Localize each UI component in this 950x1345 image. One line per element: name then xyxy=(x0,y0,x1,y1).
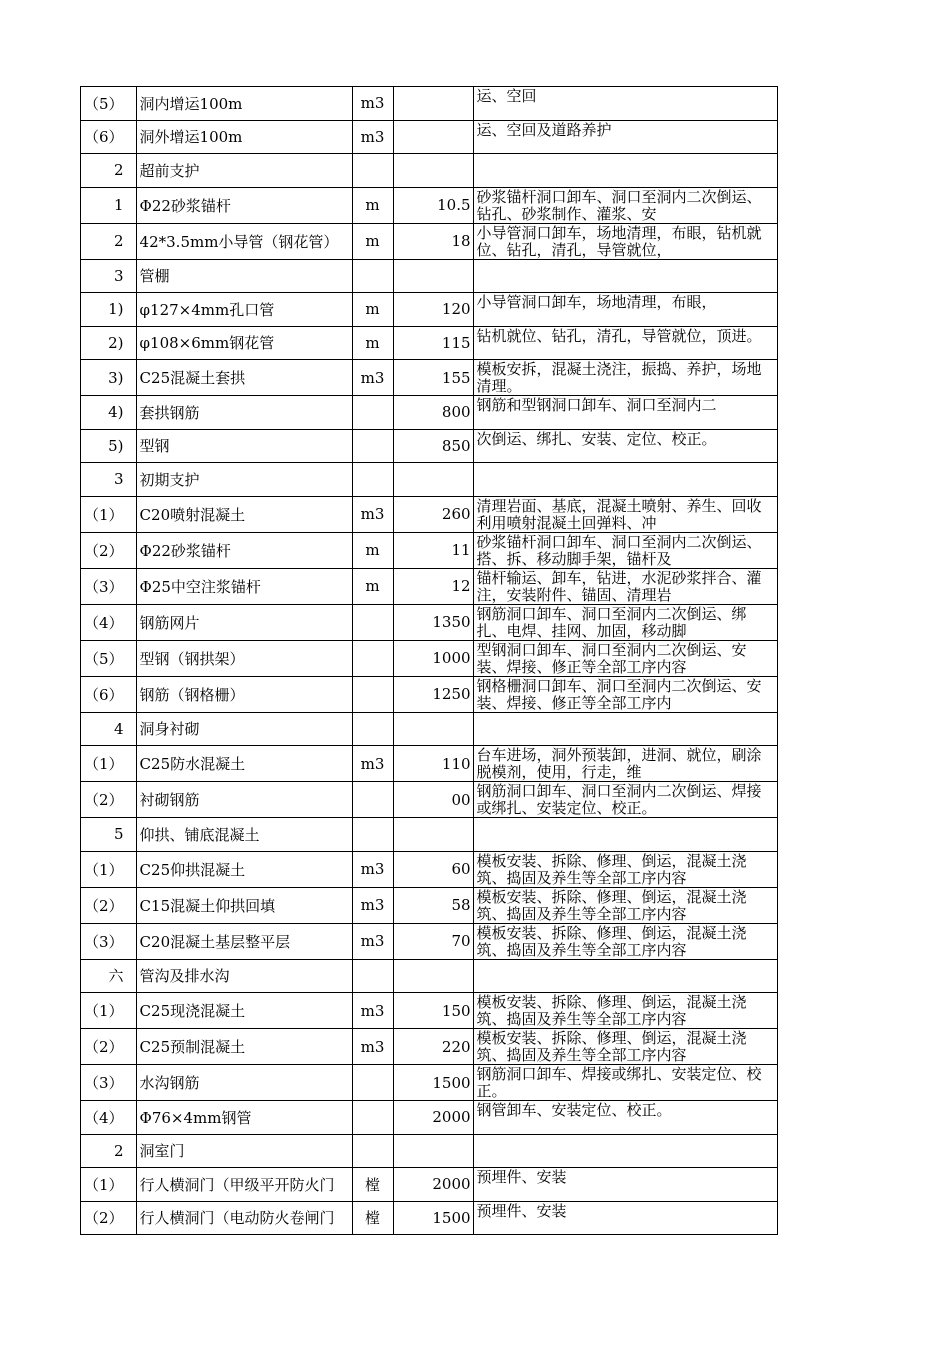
cell-name: Φ22砂浆锚杆 xyxy=(136,187,352,223)
cell-qty: 11 xyxy=(393,532,473,568)
cell-desc: 台车进场，洞外预装卸，进洞、就位，刷涂脱模剂，使用，行走，维 xyxy=(473,746,777,782)
cell-desc: 模板安装、拆除、修理、倒运，混凝土浇筑、捣固及养生等全部工序内容 xyxy=(473,887,777,923)
table-row xyxy=(81,923,778,959)
cell-desc: 模板安装、拆除、修理、倒运，混凝土浇筑、捣固及养生等全部工序内容 xyxy=(473,1029,777,1065)
cell-name: 洞室门 xyxy=(136,1134,352,1168)
cell-name: C20混凝土基层整平层 xyxy=(136,923,352,959)
table-row xyxy=(81,259,778,293)
cell-unit: m xyxy=(352,326,393,360)
table-row xyxy=(81,712,778,746)
cell-no: （1） xyxy=(81,851,137,887)
cell-unit: m3 xyxy=(352,87,393,121)
cell-name: 套拱钢筋 xyxy=(136,396,352,430)
cell-qty: 1500 xyxy=(393,1065,473,1101)
cell-unit: 樘 xyxy=(352,1168,393,1202)
cell-qty xyxy=(393,259,473,293)
cell-unit: m xyxy=(352,532,393,568)
table-row xyxy=(81,429,778,463)
table-row xyxy=(81,676,778,712)
cell-qty: 2000 xyxy=(393,1101,473,1135)
table-row xyxy=(81,326,778,360)
cell-unit: m3 xyxy=(352,1029,393,1065)
cell-no: 1 xyxy=(81,187,137,223)
cell-no: 2 xyxy=(81,223,137,259)
cell-unit: m3 xyxy=(352,887,393,923)
cell-name: 42*3.5mm小导管（钢花管） xyxy=(136,223,352,259)
cell-unit xyxy=(352,154,393,188)
cell-qty xyxy=(393,154,473,188)
cell-unit xyxy=(352,259,393,293)
cell-name: Φ25中空注浆锚杆 xyxy=(136,568,352,604)
cell-qty: 10.5 xyxy=(393,187,473,223)
cell-name: 型钢 xyxy=(136,429,352,463)
cell-no: （1） xyxy=(81,746,137,782)
cell-qty: 120 xyxy=(393,293,473,327)
cell-no: （2） xyxy=(81,782,137,818)
cell-qty xyxy=(393,1134,473,1168)
table-row xyxy=(81,223,778,259)
table-row xyxy=(81,887,778,923)
table-row xyxy=(81,818,778,852)
cell-desc xyxy=(473,1134,777,1168)
cell-desc: 预埋件、安装 xyxy=(473,1168,777,1202)
cell-no: （6） xyxy=(81,676,137,712)
table-row xyxy=(81,568,778,604)
cell-name: φ108×6mm钢花管 xyxy=(136,326,352,360)
cell-name: 初期支护 xyxy=(136,463,352,497)
table-row xyxy=(81,782,778,818)
cell-no: （5） xyxy=(81,640,137,676)
cell-no: （2） xyxy=(81,1029,137,1065)
cell-desc: 清理岩面、基底，混凝土喷射、养生、回收利用喷射混凝土回弹料、冲 xyxy=(473,496,777,532)
cell-desc: 钢筋洞口卸车、焊接或绑扎、安装定位、校正。 xyxy=(473,1065,777,1101)
cell-desc: 砂浆锚杆洞口卸车、洞口至洞内二次倒运、钻孔、砂浆制作、灌浆、安 xyxy=(473,187,777,223)
table-row xyxy=(81,604,778,640)
cell-unit xyxy=(352,1134,393,1168)
cell-name: 仰拱、铺底混凝土 xyxy=(136,818,352,852)
cell-qty: 60 xyxy=(393,851,473,887)
cell-no: 2 xyxy=(81,154,137,188)
table-row xyxy=(81,360,778,396)
cell-qty: 155 xyxy=(393,360,473,396)
cell-no: 1) xyxy=(81,293,137,327)
cell-unit: m xyxy=(352,568,393,604)
cell-desc: 型钢洞口卸车、洞口至洞内二次倒运、安装、焊接、修正等全部工序内容 xyxy=(473,640,777,676)
table-row xyxy=(81,993,778,1029)
cell-name: 钢筋网片 xyxy=(136,604,352,640)
table-row xyxy=(81,959,778,993)
table-row xyxy=(81,293,778,327)
cell-name: C25预制混凝土 xyxy=(136,1029,352,1065)
cell-name: 洞内增运100m xyxy=(136,87,352,121)
cell-name: 钢筋（钢格栅） xyxy=(136,676,352,712)
cell-unit xyxy=(352,959,393,993)
cell-desc: 模板安装、拆除、修理、倒运，混凝土浇筑、捣固及养生等全部工序内容 xyxy=(473,993,777,1029)
table-row xyxy=(81,1065,778,1101)
cell-no: 3) xyxy=(81,360,137,396)
cell-unit: 樘 xyxy=(352,1201,393,1235)
quantity-table xyxy=(80,86,778,1235)
cell-desc: 预埋件、安装 xyxy=(473,1201,777,1235)
cell-unit xyxy=(352,396,393,430)
table-row xyxy=(81,1201,778,1235)
cell-desc: 钢筋洞口卸车、洞口至洞内二次倒运、焊接或绑扎、安装定位、校正。 xyxy=(473,782,777,818)
cell-unit xyxy=(352,429,393,463)
cell-qty xyxy=(393,87,473,121)
cell-qty: 2000 xyxy=(393,1168,473,1202)
cell-qty xyxy=(393,120,473,154)
table-row xyxy=(81,463,778,497)
cell-unit: m xyxy=(352,187,393,223)
table-row xyxy=(81,154,778,188)
table-row xyxy=(81,87,778,121)
cell-qty: 18 xyxy=(393,223,473,259)
cell-name: C25仰拱混凝土 xyxy=(136,851,352,887)
cell-no: 2 xyxy=(81,1134,137,1168)
cell-desc: 次倒运、绑扎、安装、定位、校正。 xyxy=(473,429,777,463)
table-row xyxy=(81,1029,778,1065)
cell-no: 3 xyxy=(81,259,137,293)
cell-name: φ127×4mm孔口管 xyxy=(136,293,352,327)
cell-desc: 钢管卸车、安装定位、校正。 xyxy=(473,1101,777,1135)
cell-name: C25混凝土套拱 xyxy=(136,360,352,396)
cell-no: （2） xyxy=(81,532,137,568)
cell-qty: 115 xyxy=(393,326,473,360)
cell-unit xyxy=(352,818,393,852)
cell-unit: m xyxy=(352,223,393,259)
cell-name: C15混凝土仰拱回填 xyxy=(136,887,352,923)
cell-no: （6） xyxy=(81,120,137,154)
cell-name: 水沟钢筋 xyxy=(136,1065,352,1101)
cell-name: 行人横洞门（电动防火卷闸门 xyxy=(136,1201,352,1235)
cell-no: （1） xyxy=(81,993,137,1029)
cell-desc: 模板安拆，混凝土浇注，振捣、养护，场地清理。 xyxy=(473,360,777,396)
cell-no: 3 xyxy=(81,463,137,497)
cell-desc: 钢格栅洞口卸车、洞口至洞内二次倒运、安装、焊接、修正等全部工序内 xyxy=(473,676,777,712)
cell-no: （1） xyxy=(81,496,137,532)
cell-no: （3） xyxy=(81,1065,137,1101)
cell-desc xyxy=(473,259,777,293)
cell-name: 型钢（钢拱架） xyxy=(136,640,352,676)
cell-no: 4 xyxy=(81,712,137,746)
cell-unit xyxy=(352,604,393,640)
cell-qty: 70 xyxy=(393,923,473,959)
table-row xyxy=(81,746,778,782)
cell-qty: 00 xyxy=(393,782,473,818)
table-row xyxy=(81,496,778,532)
cell-desc: 模板安装、拆除、修理、倒运，混凝土浇筑、捣固及养生等全部工序内容 xyxy=(473,851,777,887)
cell-no: （3） xyxy=(81,568,137,604)
table-row xyxy=(81,1101,778,1135)
cell-desc: 模板安装、拆除、修理、倒运，混凝土浇筑、捣固及养生等全部工序内容 xyxy=(473,923,777,959)
table-row xyxy=(81,532,778,568)
table-row xyxy=(81,1168,778,1202)
cell-unit: m3 xyxy=(352,360,393,396)
cell-unit: m3 xyxy=(352,923,393,959)
cell-name: 衬砌钢筋 xyxy=(136,782,352,818)
cell-qty: 260 xyxy=(393,496,473,532)
cell-qty: 1000 xyxy=(393,640,473,676)
cell-unit xyxy=(352,676,393,712)
cell-no: （2） xyxy=(81,887,137,923)
cell-name: 行人横洞门（甲级平开防火门 xyxy=(136,1168,352,1202)
cell-qty: 110 xyxy=(393,746,473,782)
cell-name: Φ76×4mm钢管 xyxy=(136,1101,352,1135)
cell-no: （4） xyxy=(81,1101,137,1135)
cell-qty: 1500 xyxy=(393,1201,473,1235)
cell-desc: 小导管洞口卸车，场地清理，布眼，钻机就位、钻孔，清孔，导管就位， xyxy=(473,223,777,259)
table-row xyxy=(81,851,778,887)
cell-name: 管棚 xyxy=(136,259,352,293)
table-row xyxy=(81,187,778,223)
cell-unit xyxy=(352,712,393,746)
cell-qty: 1350 xyxy=(393,604,473,640)
cell-desc: 砂浆锚杆洞口卸车、洞口至洞内二次倒运、搭、拆、移动脚手架，锚杆及 xyxy=(473,532,777,568)
cell-unit: m3 xyxy=(352,120,393,154)
cell-qty: 12 xyxy=(393,568,473,604)
cell-qty: 1250 xyxy=(393,676,473,712)
table-row xyxy=(81,640,778,676)
cell-desc xyxy=(473,818,777,852)
cell-no: （4） xyxy=(81,604,137,640)
cell-qty: 220 xyxy=(393,1029,473,1065)
table-body xyxy=(81,87,778,1235)
cell-name: C20喷射混凝土 xyxy=(136,496,352,532)
cell-qty xyxy=(393,712,473,746)
cell-desc xyxy=(473,959,777,993)
cell-qty: 58 xyxy=(393,887,473,923)
cell-desc: 运、空回 xyxy=(473,87,777,121)
cell-name: Φ22砂浆锚杆 xyxy=(136,532,352,568)
cell-desc: 小导管洞口卸车，场地清理，布眼， xyxy=(473,293,777,327)
cell-no: （5） xyxy=(81,87,137,121)
cell-qty xyxy=(393,818,473,852)
cell-name: C25防水混凝土 xyxy=(136,746,352,782)
cell-desc: 锚杆输运、卸车，钻进，水泥砂浆拌合、灌注，安装附件、锚固、清理岩 xyxy=(473,568,777,604)
cell-desc: 钢筋洞口卸车、洞口至洞内二次倒运、绑扎、电焊、挂网、加固，移动脚 xyxy=(473,604,777,640)
cell-no: 5) xyxy=(81,429,137,463)
cell-unit: m3 xyxy=(352,851,393,887)
cell-unit xyxy=(352,1065,393,1101)
cell-name: 超前支护 xyxy=(136,154,352,188)
cell-no: （2） xyxy=(81,1201,137,1235)
cell-name: 管沟及排水沟 xyxy=(136,959,352,993)
cell-unit xyxy=(352,782,393,818)
cell-name: 洞身衬砌 xyxy=(136,712,352,746)
cell-unit: m3 xyxy=(352,496,393,532)
cell-no: （1） xyxy=(81,1168,137,1202)
cell-no: 六 xyxy=(81,959,137,993)
cell-unit: m3 xyxy=(352,746,393,782)
cell-no: 2) xyxy=(81,326,137,360)
table-row xyxy=(81,396,778,430)
cell-qty: 850 xyxy=(393,429,473,463)
table-row xyxy=(81,1134,778,1168)
cell-qty: 150 xyxy=(393,993,473,1029)
cell-unit: m xyxy=(352,293,393,327)
cell-qty xyxy=(393,463,473,497)
cell-unit xyxy=(352,463,393,497)
cell-qty: 800 xyxy=(393,396,473,430)
cell-name: 洞外增运100m xyxy=(136,120,352,154)
table-row xyxy=(81,120,778,154)
cell-desc xyxy=(473,712,777,746)
cell-desc: 运、空回及道路养护 xyxy=(473,120,777,154)
cell-no: 4) xyxy=(81,396,137,430)
cell-unit xyxy=(352,640,393,676)
cell-no: （3） xyxy=(81,923,137,959)
cell-unit xyxy=(352,1101,393,1135)
cell-desc xyxy=(473,154,777,188)
cell-unit: m3 xyxy=(352,993,393,1029)
cell-no: 5 xyxy=(81,818,137,852)
cell-desc: 钻机就位、钻孔，清孔，导管就位，顶进。 xyxy=(473,326,777,360)
cell-name: C25现浇混凝土 xyxy=(136,993,352,1029)
cell-qty xyxy=(393,959,473,993)
cell-desc xyxy=(473,463,777,497)
cell-desc: 钢筋和型钢洞口卸车、洞口至洞内二 xyxy=(473,396,777,430)
